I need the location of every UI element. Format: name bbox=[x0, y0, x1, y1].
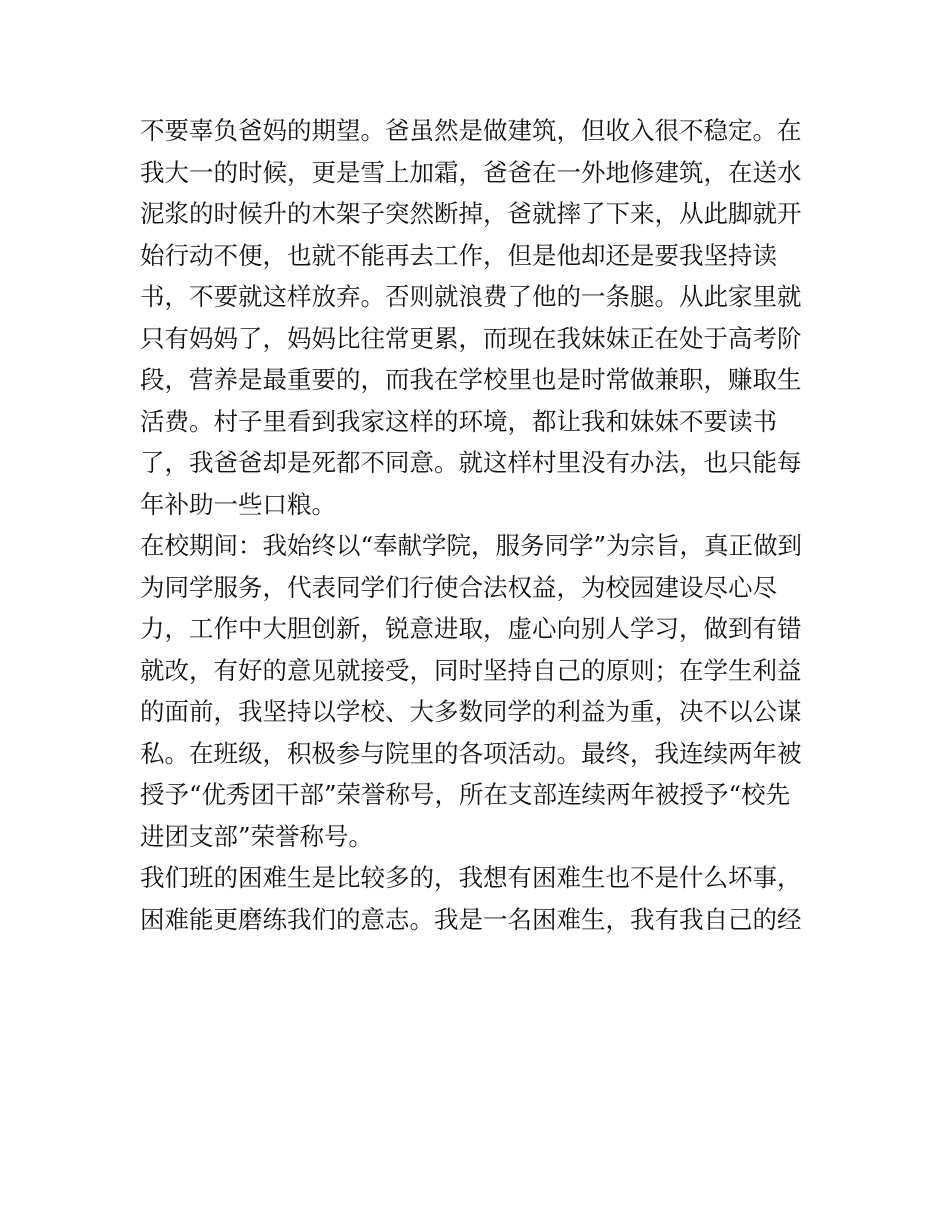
text-line: 我们班的困难生是比较多的，我想有困难生也不是什么坏事， bbox=[140, 863, 802, 892]
text-line: 始行动不便，也就不能再去工作，但是他却还是要我坚持读 bbox=[140, 240, 777, 270]
text-line: 力，工作中大胆创新，锐意进取，虚心向别人学习，做到有错 bbox=[140, 614, 802, 643]
text-line: 泥浆的时候升的木架子突然断掉，爸就摔了下来，从此脚就开 bbox=[140, 199, 802, 228]
text-line: 我大一的时候，更是雪上加霜，爸爸在一外地修建筑，在送水 bbox=[140, 157, 802, 187]
text-line: 活费。村子里看到我家这样的环境，都让我和妹妹不要读书 bbox=[140, 406, 777, 436]
document-body bbox=[140, 110, 820, 940]
text-line: 书，不要就这样放弃。否则就浪费了他的一条腿。从此家里就 bbox=[140, 282, 802, 311]
text-line: 的面前，我坚持以学校、大多数同学的利益为重，决不以公谋 bbox=[140, 697, 802, 726]
text-line: 只有妈妈了，妈妈比往常更累，而现在我妹妹正在处于高考阶 bbox=[140, 323, 802, 353]
text-line: 为同学服务，代表同学们行使合法权益，为校园建设尽心尽 bbox=[140, 572, 777, 602]
text-line: 困难能更磨练我们的意志。我是一名困难生，我有我自己的经 bbox=[140, 904, 802, 934]
text-line: 就改，有好的意见就接受，同时坚持自己的原则；在学生利益 bbox=[140, 655, 802, 685]
text-line: 私。在班级，积极参与院里的各项活动。最终，我连续两年被 bbox=[140, 738, 802, 768]
text-line: 了，我爸爸却是死都不同意。就这样村里没有办法，也只能每 bbox=[140, 448, 802, 477]
text-line: 段，营养是最重要的，而我在学校里也是时常做兼职，赚取生 bbox=[140, 365, 802, 394]
text-line: 不要辜负爸妈的期望。爸虽然是做建筑，但收入很不稳定。在 bbox=[140, 116, 802, 145]
text-line: 年补助一些口粮。 bbox=[140, 489, 336, 519]
text-line: 在校期间：我始终以“奉献学院，服务同学”为宗旨，真正做到 bbox=[140, 531, 803, 560]
text-line: 进团支部”荣誉称号。 bbox=[140, 821, 374, 851]
text-line: 授予“优秀团干部”荣誉称号，所在支部连续两年被授予“校先 bbox=[140, 780, 791, 809]
